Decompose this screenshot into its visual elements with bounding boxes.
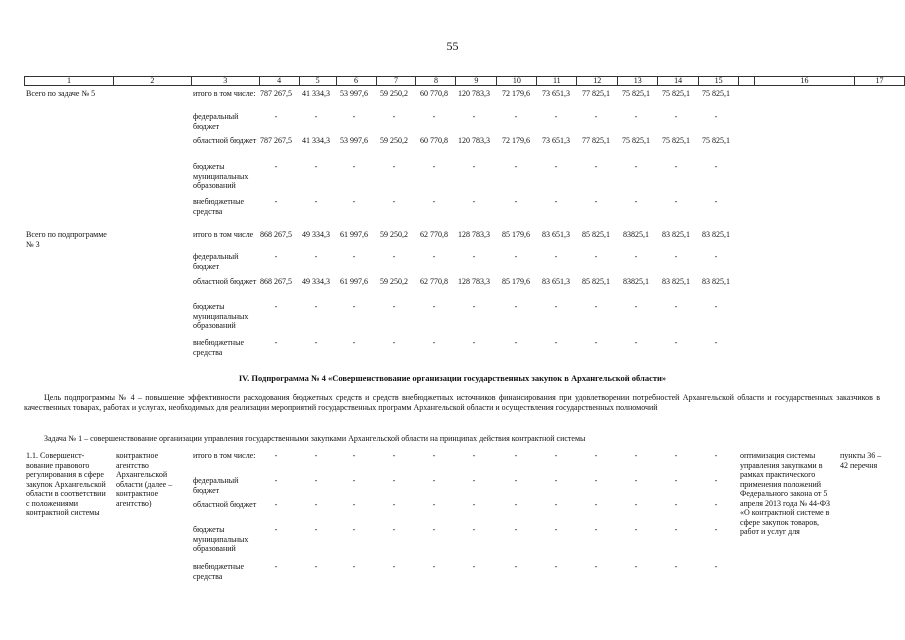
funding-value: 83 825,1 [662,277,690,286]
funding-value: 128 783,3 [458,277,490,286]
funding-value: - [274,500,278,509]
funding-value: - [392,476,396,485]
funding-value: 85 179,6 [502,230,530,239]
funding-value: - [432,302,436,311]
page-number: 55 [446,39,459,53]
funding-value: 787 267,5 [260,89,292,98]
funding-value: - [472,562,476,571]
funding-value: - [352,252,356,261]
funding-value: - [594,162,598,171]
col-header: 2 [113,77,191,86]
funding-value: - [594,197,598,206]
funding-value: - [352,500,356,509]
item-1-1-executor: контрактное агентство Архангельской области (далее – контрактное агентство) [116,451,173,508]
funding-value: - [392,112,396,121]
funding-value: - [674,252,678,261]
funding-value: - [314,252,318,261]
funding-value: - [274,112,278,121]
col-header-spacer [739,77,755,86]
funding-source-label: бюджеты муниципальных образований [193,302,249,330]
funding-value: - [594,500,598,509]
col-header: 11 [537,77,577,86]
funding-value: 49 334,3 [302,230,330,239]
funding-value: - [554,252,558,261]
funding-value: 73 651,3 [542,136,570,145]
funding-value: - [314,338,318,347]
funding-value: 53 997,6 [340,89,368,98]
header-row-table [24,76,905,86]
funding-value: 868 267,5 [260,277,292,286]
funding-source-label: внебюджетные средства [193,338,244,357]
funding-value: 787 267,5 [260,136,292,145]
funding-value: - [472,302,476,311]
funding-value: - [432,525,436,534]
funding-value: - [314,112,318,121]
funding-value: - [314,197,318,206]
funding-value: - [314,302,318,311]
funding-value: - [714,302,718,311]
funding-value: - [432,500,436,509]
funding-value: - [314,500,318,509]
funding-value: - [674,525,678,534]
funding-value: - [274,162,278,171]
col-header: 13 [618,77,658,86]
funding-value: 61 997,6 [340,277,368,286]
funding-value: - [594,451,598,460]
funding-value: - [634,338,638,347]
funding-value: - [594,476,598,485]
funding-value: - [634,476,638,485]
funding-value: - [514,197,518,206]
funding-value: - [714,500,718,509]
funding-value: 120 783,3 [458,89,490,98]
funding-value: - [432,562,436,571]
funding-value: - [714,476,718,485]
funding-value: 41 334,3 [302,136,330,145]
funding-value: - [674,500,678,509]
funding-value: 75 825,1 [662,89,690,98]
funding-value: - [352,162,356,171]
funding-value: 75 825,1 [662,136,690,145]
funding-value: 59 250,2 [380,277,408,286]
funding-value: - [352,451,356,460]
funding-value: - [274,476,278,485]
funding-value: - [314,451,318,460]
funding-value: - [432,451,436,460]
funding-value: - [714,562,718,571]
funding-value: 83825,1 [623,230,649,239]
funding-source-label: итого в том числе: [193,89,256,98]
funding-value: - [274,252,278,261]
funding-value: - [554,162,558,171]
funding-value: - [472,525,476,534]
funding-value: - [432,197,436,206]
funding-value: - [472,500,476,509]
funding-value: - [634,451,638,460]
funding-source-label: итого в том числе [193,230,254,239]
funding-value: - [432,476,436,485]
funding-value: - [554,112,558,121]
funding-value: - [554,451,558,460]
funding-value: - [432,252,436,261]
col-header: 5 [299,77,336,86]
funding-value: - [352,338,356,347]
col-header: 1 [25,77,114,86]
funding-value: 73 651,3 [542,89,570,98]
funding-value: 75 825,1 [702,89,730,98]
funding-value: - [472,162,476,171]
funding-value: - [514,112,518,121]
task1-heading: Задача № 1 – совершенствование организации управления государственными закупками Архангельской области на принципах действия контрактной системы [44,434,586,443]
funding-value: - [674,162,678,171]
funding-value: - [554,562,558,571]
funding-source-label: итого в том числе: [193,451,256,460]
funding-value: - [314,562,318,571]
funding-value: - [674,338,678,347]
funding-value: 77 825,1 [582,136,610,145]
funding-value: - [634,162,638,171]
funding-value: 72 179,6 [502,89,530,98]
funding-value: - [714,451,718,460]
funding-value: - [514,252,518,261]
funding-value: 83825,1 [623,277,649,286]
funding-value: - [514,476,518,485]
sub3-label: Всего по подпрограмме № 3 [26,230,107,249]
funding-value: - [634,525,638,534]
funding-value: - [554,302,558,311]
funding-source-label: федеральный бюджет [193,112,239,131]
col-header: 7 [376,77,416,86]
funding-value: - [392,500,396,509]
col-header: 16 [755,77,855,86]
funding-source-label: федеральный бюджет [193,252,239,271]
funding-value: 75 825,1 [622,136,650,145]
funding-value: - [594,302,598,311]
funding-value: 62 770,8 [420,277,448,286]
funding-value: - [634,112,638,121]
funding-value: - [392,162,396,171]
funding-value: - [314,162,318,171]
funding-value: - [674,451,678,460]
funding-value: - [674,112,678,121]
funding-value: - [392,451,396,460]
funding-value: - [274,451,278,460]
funding-value: 83 825,1 [702,277,730,286]
funding-value: - [472,451,476,460]
funding-value: - [714,162,718,171]
funding-value: - [472,338,476,347]
funding-value: - [714,338,718,347]
funding-value: 120 783,3 [458,136,490,145]
funding-source-label: областной бюджет [193,136,257,145]
funding-value: 59 250,2 [380,230,408,239]
funding-source-label: федеральный бюджет [193,476,239,495]
funding-value: - [554,338,558,347]
funding-value: - [514,562,518,571]
funding-value: - [274,525,278,534]
funding-value: - [554,500,558,509]
funding-value: 75 825,1 [702,136,730,145]
funding-value: 59 250,2 [380,89,408,98]
funding-value: 85 179,6 [502,277,530,286]
funding-value: - [392,252,396,261]
funding-value: - [432,112,436,121]
funding-value: - [554,197,558,206]
funding-value: - [432,338,436,347]
funding-value: - [352,562,356,571]
funding-value: - [352,525,356,534]
funding-value: - [514,500,518,509]
funding-value: 49 334,3 [302,277,330,286]
funding-value: - [274,338,278,347]
col-header: 4 [259,77,299,86]
funding-value: - [714,112,718,121]
col-header: 17 [854,77,904,86]
funding-value: 59 250,2 [380,136,408,145]
item-1-1-reference: пункты 36 – 42 перечня [840,451,882,470]
col-header: 8 [416,77,456,86]
funding-value: - [352,112,356,121]
funding-source-label: областной бюджет [193,500,257,509]
col-header: 6 [336,77,376,86]
funding-value: - [674,562,678,571]
funding-value: - [392,197,396,206]
funding-value: - [314,525,318,534]
funding-value: - [352,302,356,311]
funding-value: - [674,197,678,206]
goal-paragraph: Цель подпрограммы № 4 – повышение эффективности расходования бюджетных средств и средств внебюджетных источников финансирования при удовлетворении потребностей Архангельской области и государственных заказчиков в качественных товарах, работах и услугах, необходимых для реализации мероприятий государственных программ Архангельской области и осуществления государственных полномочий [24,393,880,412]
section-title: IV. Подпрограмма № 4 «Совершенствование организации государственных закупок в Архангельской области» [238,373,667,383]
col-header: 3 [191,77,259,86]
col-header: 14 [658,77,699,86]
funding-value: - [392,562,396,571]
funding-value: 83 825,1 [702,230,730,239]
funding-value: - [314,476,318,485]
funding-value: - [594,252,598,261]
funding-value: - [514,162,518,171]
funding-source-label: бюджеты муниципальных образований [193,162,249,190]
funding-value: - [714,525,718,534]
funding-value: - [594,525,598,534]
funding-value: - [472,252,476,261]
funding-source-label: областной бюджет [193,277,257,286]
funding-value: 60 770,8 [420,89,448,98]
funding-value: - [594,112,598,121]
funding-value: 62 770,8 [420,230,448,239]
funding-value: - [274,197,278,206]
task5-label: Всего по задаче № 5 [26,89,96,98]
col-header: 9 [456,77,497,86]
funding-value: - [714,197,718,206]
col-header: 15 [699,77,739,86]
col-header: 10 [497,77,537,86]
funding-source-label: внебюджетные средства [193,562,244,581]
funding-value: 60 770,8 [420,136,448,145]
item-1-1-name: 1.1. Совершенст-вование правового регулирования в сфере закупок Архангельской области в соответствии с положениями контрактной системы [26,451,106,517]
funding-value: - [392,338,396,347]
funding-value: - [594,338,598,347]
item-1-1-result: оптимизация системы управления закупками в рамках практического применения положений Федерального закона от 5 апреля 2013 года № 44-ФЗ «О контрактной системе в сфере закупок товаров, работ и услуг для [740,451,831,536]
funding-value: 61 997,6 [340,230,368,239]
funding-value: - [274,302,278,311]
funding-value: - [392,302,396,311]
funding-value: 41 334,3 [302,89,330,98]
funding-source-label: бюджеты муниципальных образований [193,525,249,553]
funding-value: - [714,252,718,261]
funding-value: - [514,302,518,311]
funding-value: - [514,525,518,534]
funding-source-label: внебюджетные средства [193,197,244,216]
funding-value: - [634,197,638,206]
funding-value: - [674,476,678,485]
funding-value: - [392,525,396,534]
funding-value: - [634,302,638,311]
funding-value: - [472,112,476,121]
funding-value: 868 267,5 [260,230,292,239]
funding-value: 83 651,3 [542,230,570,239]
funding-value: 85 825,1 [582,230,610,239]
funding-value: 128 783,3 [458,230,490,239]
funding-value: - [352,476,356,485]
funding-value: 85 825,1 [582,277,610,286]
funding-value: - [472,197,476,206]
funding-value: 83 651,3 [542,277,570,286]
funding-value: - [274,562,278,571]
funding-value: - [554,476,558,485]
col-header: 12 [577,77,618,86]
funding-value: - [634,562,638,571]
funding-value: - [432,162,436,171]
funding-value: - [634,252,638,261]
funding-value: - [634,500,638,509]
funding-value: 77 825,1 [582,89,610,98]
funding-value: 72 179,6 [502,136,530,145]
funding-value: - [554,525,558,534]
funding-value: 75 825,1 [622,89,650,98]
funding-value: - [594,562,598,571]
funding-value: - [514,451,518,460]
funding-value: - [472,476,476,485]
funding-value: - [352,197,356,206]
funding-value: 83 825,1 [662,230,690,239]
funding-value: - [674,302,678,311]
funding-value: - [514,338,518,347]
funding-value: 53 997,6 [340,136,368,145]
